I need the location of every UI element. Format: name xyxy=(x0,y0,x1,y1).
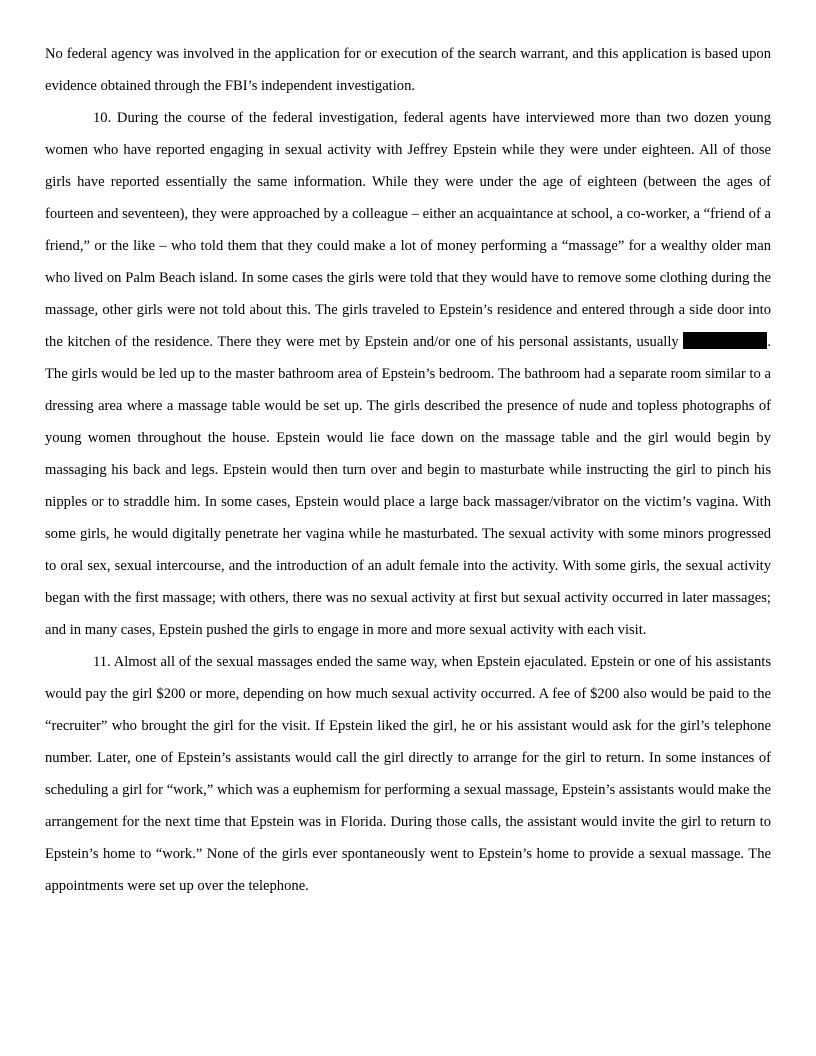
paragraph-text: . The girls would be led up to the master bathroom area of Epstein’s bedroom. The bathroom had a separate room similar to a dressing area where a massage table would be set up. The girls described the presence of nude and topless photographs of young women throughout the house. Epstein would lie face down on the massage table and the girl would begin by massaging his back and legs. Epstein would then turn over and begin to masturbate while instructing the girl to pinch his nipples or to straddle him. In some cases, Epstein would place a large back massager/vibrator on the victim’s vagina. With some girls, he would digitally penetrate her vagina while he masturbated. The sexual activity with some minors progressed to oral sex, sexual intercourse, and the introduction of an adult female into the activity. With some girls, the sexual activity began with the first massage; with others, there was no sexual activity at first but sexual activity occurred in later massages; and in many cases, Epstein pushed the girls to engage in more and more sexual activity with each visit. xyxy=(45,334,771,638)
document-page xyxy=(45,38,771,902)
paragraph-number: 10. xyxy=(93,110,112,126)
paragraph-11 xyxy=(45,646,771,902)
paragraph-text: No federal agency was involved in the application for or execution of the search warrant, and this application is based upon evidence obtained through the FBI’s independent investigation. xyxy=(45,46,771,94)
paragraph-number: 11. xyxy=(93,654,111,670)
paragraph-continuation xyxy=(45,38,771,102)
paragraph-10 xyxy=(45,102,771,646)
paragraph-text: Almost all of the sexual massages ended the same way, when Epstein ejaculated. Epstein or one of his assistants would pay the girl $200 or more, depending on how much sexual activity occurred. A fee of $200 also would be paid to the “recruiter” who brought the girl for the visit. If Epstein liked the girl, he or his assistant would ask for the girl’s telephone number. Later, one of Epstein’s assistants would call the girl directly to arrange for the girl to return. In some instances of scheduling a girl for “work,” which was a euphemism for performing a sexual massage, Epstein’s assistants would make the arrangement for the next time that Epstein was in Florida. During those calls, the assistant would invite the girl to return to Epstein’s home to “work.” None of the girls ever spontaneously went to Epstein’s home to provide a sexual massage. The appointments were set up over the telephone. xyxy=(45,654,771,894)
redaction-block xyxy=(683,332,767,349)
paragraph-text: During the course of the federal investigation, federal agents have interviewed more than two dozen young women who have reported engaging in sexual activity with Jeffrey Epstein while they were under eighteen. All of those girls have reported essentially the same information. While they were under the age of eighteen (between the ages of fourteen and seventeen), they were approached by a colleague – either an acquaintance at school, a co-worker, a “friend of a friend,” or the like – who told them that they could make a lot of money performing a “massage” for a wealthy older man who lived on Palm Beach island. In some cases the girls were told that they would have to remove some clothing during the massage, other girls were not told about this. The girls traveled to Epstein’s residence and entered through a side door into the kitchen of the residence. There they were met by Epstein and/or one of his personal assistants, usually xyxy=(45,110,771,350)
